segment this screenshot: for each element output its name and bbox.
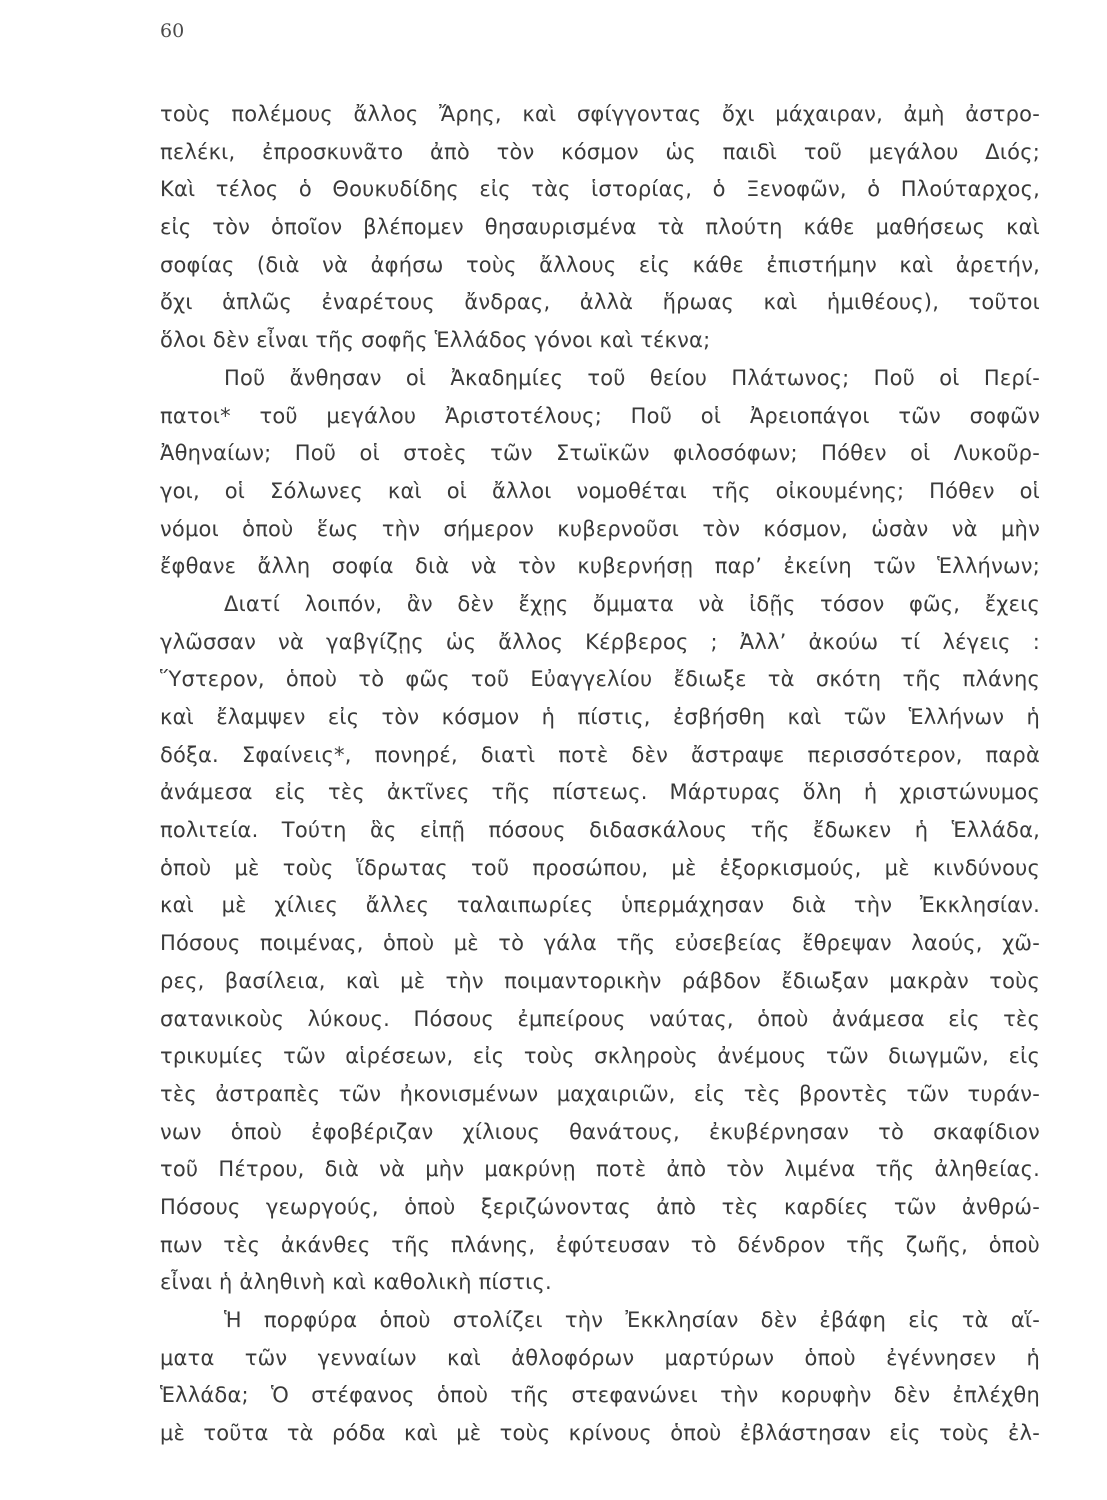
text-line: τοὺς πολέμους ἄλλος Ἄρης, καὶ σφίγγοντας ὄχι μάχαιραν, ἀμὴ ἀστρο-	[160, 102, 1040, 126]
text-line: Διατί λοιπόν, ἂν δὲν ἔχῃς ὄμματα νὰ ἰδῇς τόσον φῶς, ἔχεις	[224, 591, 1040, 616]
text-line: Ποῦ ἄνθησαν οἱ Ἀκαδημίες τοῦ θείου Πλάτωνος; Ποῦ οἱ Περί-	[224, 365, 1040, 390]
text-line: γλῶσσαν νὰ γαβγίζῃς ὡς ἄλλος Κέρβερος ; Ἀλλ’ ἀκούω τί λέγεις :	[160, 629, 1040, 654]
text-line: πων τὲς ἀκάνθες τῆς πλάνης, ἐφύτευσαν τὸ δένδρον τῆς ζωῆς, ὁποὺ	[160, 1232, 1040, 1257]
text-line: καὶ μὲ χίλιες ἄλλες ταλαιπωρίες ὑπερμάχησαν διὰ τὴν Ἐκκλησίαν.	[160, 893, 1040, 918]
text-line: σοφίας (διὰ νὰ ἀφήσω τοὺς ἄλλους εἰς κάθε ἐπιστήμην καὶ ἀρετήν,	[160, 252, 1040, 277]
text-line: Ὕστερον, ὁποὺ τὸ φῶς τοῦ Εὐαγγελίου ἔδιωξε τὰ σκότη τῆς πλάνης	[160, 667, 1040, 692]
text-line: τὲς ἀστραπὲς τῶν ἠκονισμένων μαχαιριῶν, εἰς τὲς βροντὲς τῶν τυράν-	[160, 1081, 1040, 1106]
text-line: νων ὁποὺ ἐφοβέριζαν χίλιους θανάτους, ἐκυβέρνησαν τὸ σκαφίδιον	[160, 1119, 1040, 1144]
text-line: μὲ τοῦτα τὰ ρόδα καὶ μὲ τοὺς κρίνους ὁποὺ ἐβλάστησαν εἰς τοὺς ἐλ-	[160, 1421, 1040, 1446]
text-line: ρες, βασίλεια, καὶ μὲ τὴν ποιμαντορικὴν ράβδον ἔδιωξαν μακρὰν τοὺς	[160, 968, 1040, 993]
text-line: ὁποὺ μὲ τοὺς ἵδρωτας τοῦ προσώπου, μὲ ἐξορκισμούς, μὲ κινδύνους	[160, 855, 1040, 880]
text-line: εἰς τὸν ὁποῖον βλέπομεν θησαυρισμένα τὰ πλούτη κάθε μαθήσεως καὶ	[160, 215, 1040, 240]
text-line: Ἡ πορφύρα ὁποὺ στολίζει τὴν Ἐκκλησίαν δὲν ἐβάφη εἰς τὰ αἵ-	[224, 1308, 1040, 1332]
text-line: Ἀθηναίων; Ποῦ οἱ στοὲς τῶν Στωϊκῶν φιλοσόφων; Πόθεν οἱ Λυκοῦρ-	[160, 441, 1040, 466]
text-line: πατοι* τοῦ μεγάλου Ἀριστοτέλους; Ποῦ οἱ Ἀρειοπάγοι τῶν σοφῶν	[160, 403, 1040, 428]
text-line: ἔφθανε ἄλλη σοφία διὰ νὰ τὸν κυβερνήσῃ παρ’ ἐκείνη τῶν Ἑλλήνων;	[160, 554, 1040, 579]
text-line: τοῦ Πέτρου, διὰ νὰ μὴν μακρύνῃ ποτὲ ἀπὸ τὸν λιμένα τῆς ἀληθείας.	[160, 1157, 1040, 1182]
text-line: ματα τῶν γενναίων καὶ ἀθλοφόρων μαρτύρων ὁποὺ ἐγέννησεν ἡ	[160, 1345, 1040, 1370]
text-line: νόμοι ὁποὺ ἕως τὴν σήμερον κυβερνοῦσι τὸν κόσμον, ὡσὰν νὰ μὴν	[160, 516, 1040, 541]
text-line: Ἑλλάδα; Ὁ στέφανος ὁποὺ τῆς στεφανώνει τὴν κορυφὴν δὲν ἐπλέχθη	[160, 1383, 1040, 1408]
text-line: Πόσους ποιμένας, ὁποὺ μὲ τὸ γάλα τῆς εὐσεβείας ἔθρεψαν λαούς, χῶ-	[160, 931, 1040, 956]
text-line: Πόσους γεωργούς, ὁποὺ ξεριζώνοντας ἀπὸ τὲς καρδίες τῶν ἀνθρώ-	[160, 1194, 1040, 1219]
text-line: ὅλοι δὲν εἶναι τῆς σοφῆς Ἑλλάδος γόνοι καὶ τέκνα;	[160, 328, 711, 353]
text-line: πολιτεία. Τούτη ἃς εἰπῇ πόσους διδασκάλους τῆς ἔδωκεν ἡ Ἑλλάδα,	[160, 818, 1040, 843]
text-line: Καὶ τέλος ὁ Θουκυδίδης εἰς τὰς ἱστορίας, ὁ Ξενοφῶν, ὁ Πλούταρχος,	[160, 177, 1040, 202]
text-line: πελέκι, ἐπροσκυνᾶτο ἀπὸ τὸν κόσμον ὡς παιδὶ τοῦ μεγάλου Διός;	[160, 139, 1040, 164]
text-line: γοι, οἱ Σόλωνες καὶ οἱ ἄλλοι νομοθέται τῆς οἰκουμένης; Πόθεν οἱ	[160, 478, 1040, 503]
page-number: 60	[160, 20, 185, 42]
body-text	[160, 96, 1040, 1453]
text-line: δόξα. Σφαίνεις*, πονηρέ, διατὶ ποτὲ δὲν ἄστραψε περισσότερον, παρὰ	[160, 742, 1040, 767]
text-line: εἶναι ἡ ἀληθινὴ καὶ καθολικὴ πίστις.	[160, 1270, 552, 1295]
text-line: τρικυμίες τῶν αἱρέσεων, εἰς τοὺς σκληροὺς ἀνέμους τῶν διωγμῶν, εἰς	[160, 1044, 1040, 1069]
text-line: ὄχι ἁπλῶς ἐναρέτους ἄνδρας, ἀλλὰ ἥρωας καὶ ἡμιθέους), τοῦτοι	[160, 290, 1040, 315]
text-line: σατανικοὺς λύκους. Πόσους ἐμπείρους ναύτας, ὁποὺ ἀνάμεσα εἰς τὲς	[160, 1006, 1040, 1031]
text-line: καὶ ἔλαμψεν εἰς τὸν κόσμον ἡ πίστις, ἐσβήσθη καὶ τῶν Ἑλλήνων ἡ	[160, 705, 1040, 729]
text-line: ἀνάμεσα εἰς τὲς ἀκτῖνες τῆς πίστεως. Μάρτυρας ὅλη ἡ χριστώνυμος	[160, 780, 1040, 805]
